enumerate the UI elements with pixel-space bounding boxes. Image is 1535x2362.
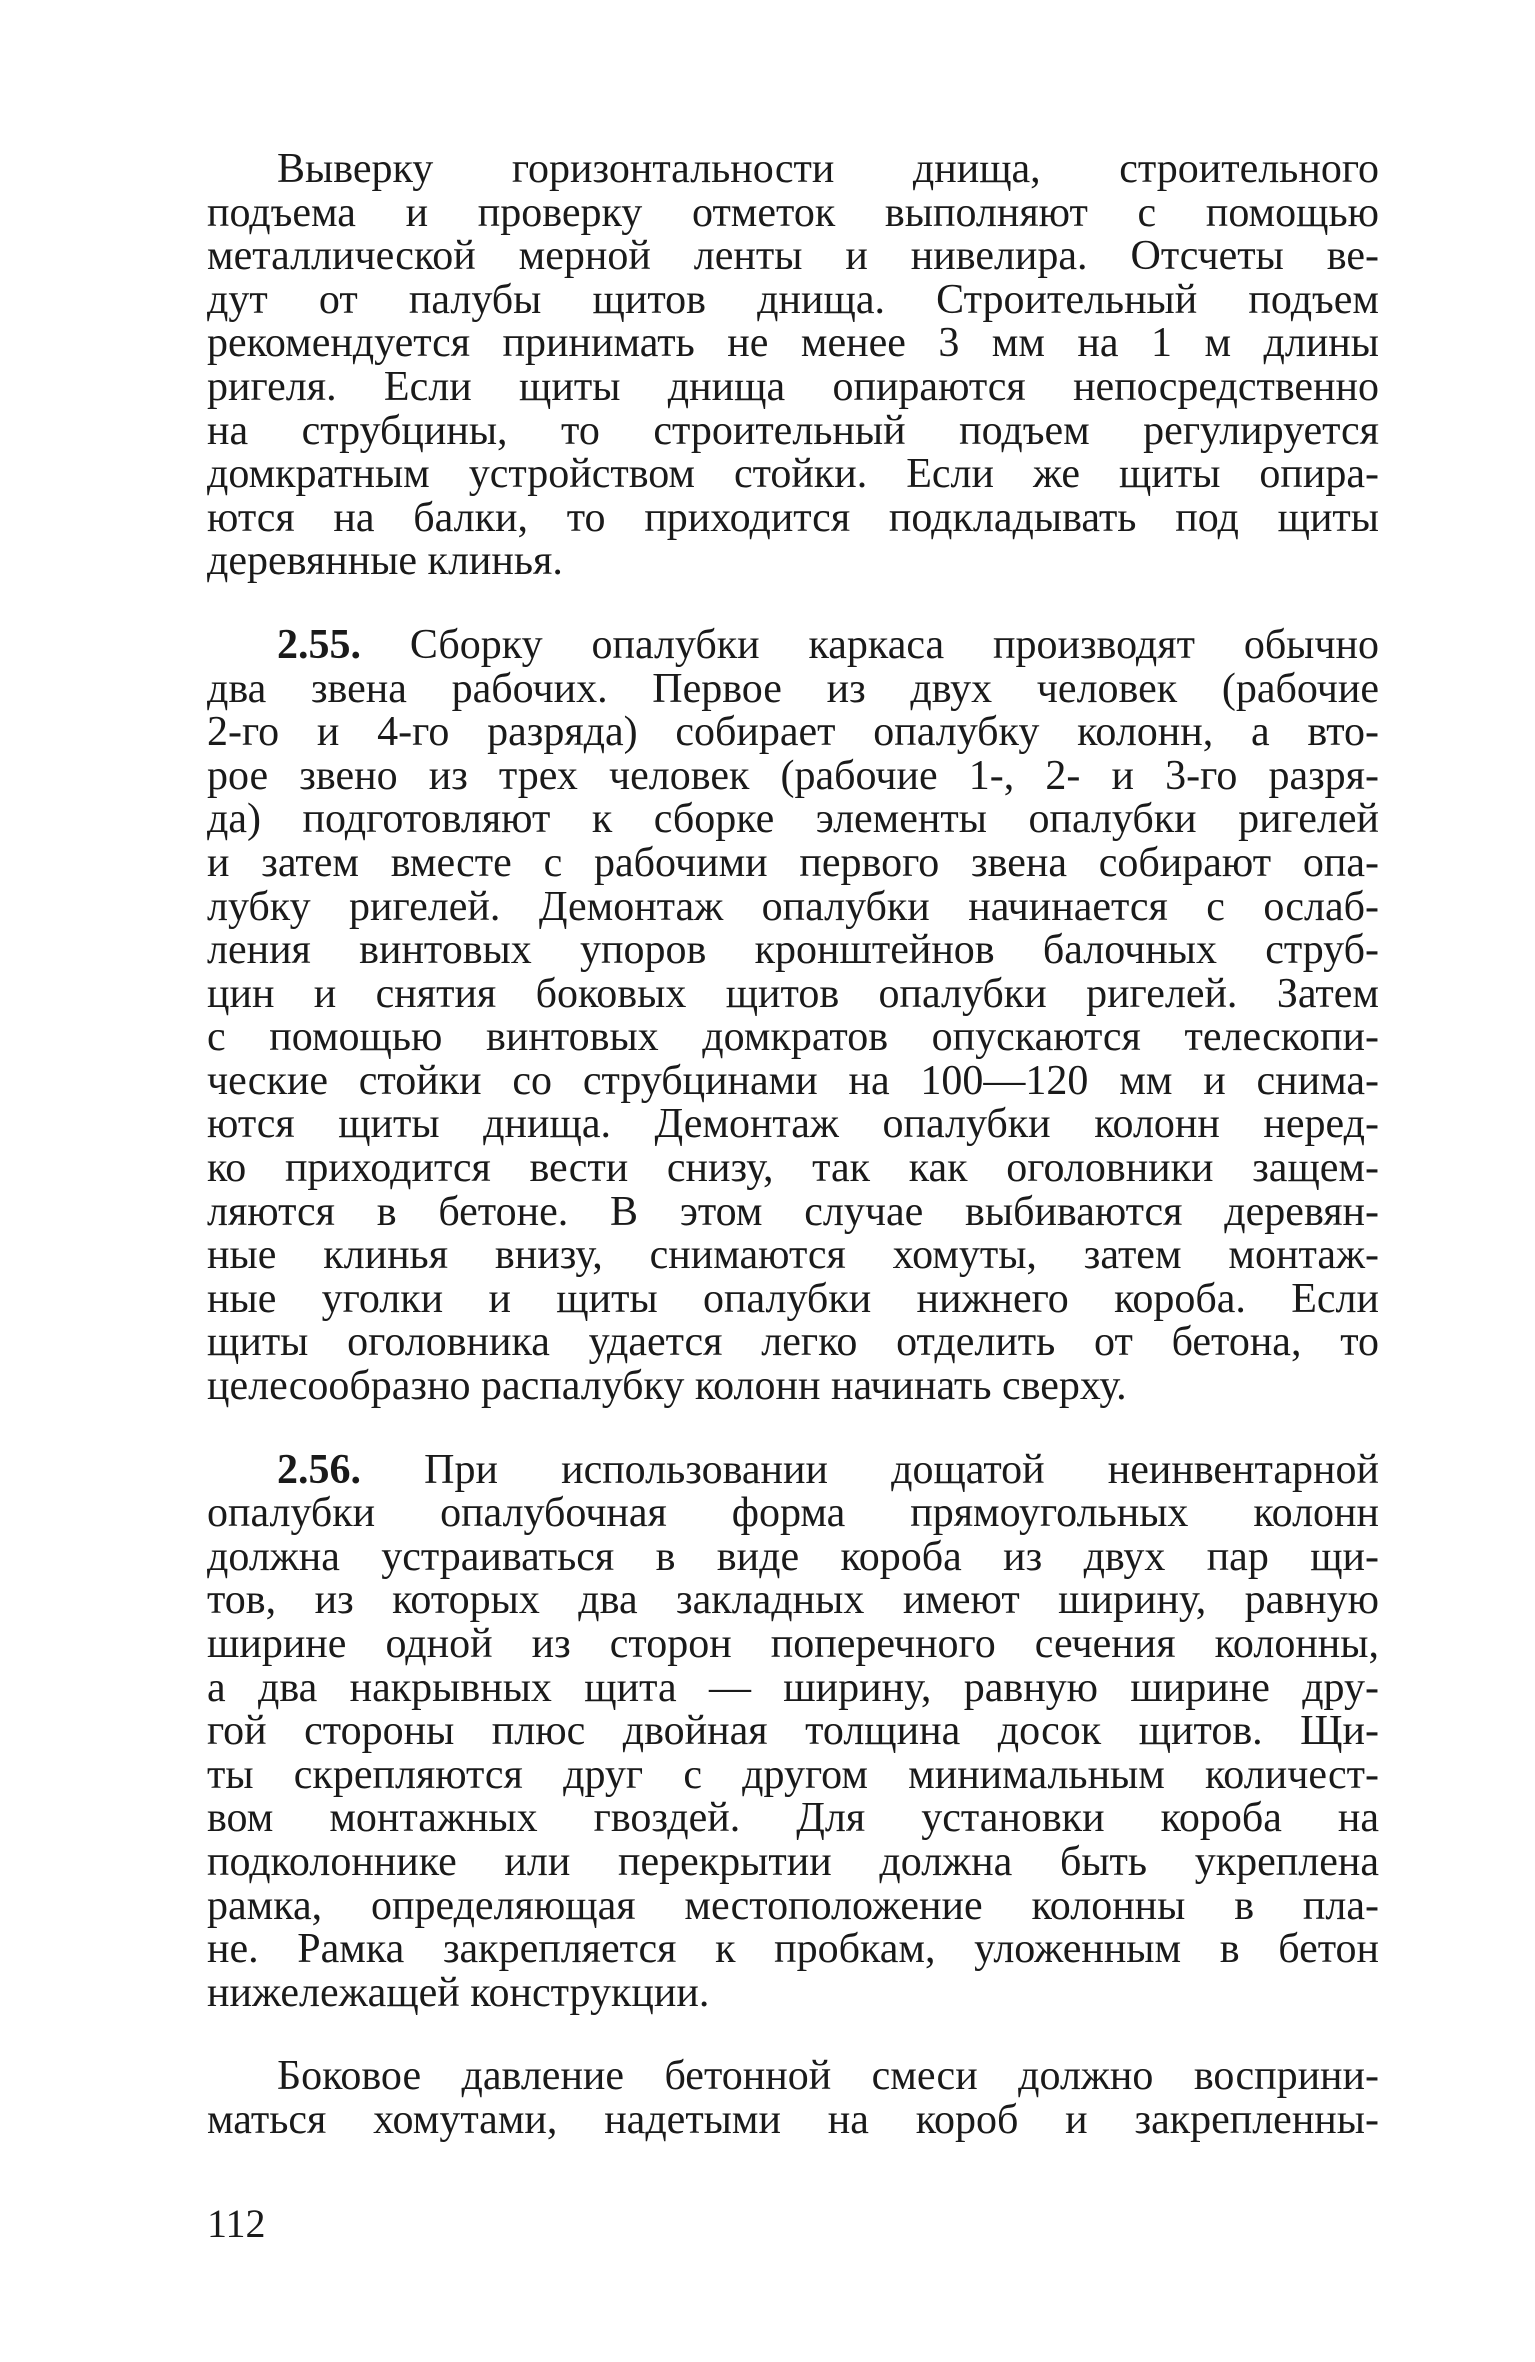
text-line: должна устраиваться в виде короба из двух пар щи- <box>207 1535 1379 1580</box>
text-line: подколоннике или перекрытии должна быть укреплена <box>207 1840 1379 1885</box>
paragraph-gap <box>207 1409 1379 1449</box>
text-line: деревянные клинья. <box>207 540 563 584</box>
text-line: ригеля. Если щиты днища опираются непосредственно <box>207 365 1379 410</box>
paragraph-section-2-56 <box>207 1449 1379 2016</box>
text-line: ются на балки, то приходится подкладывать под щиты <box>207 496 1379 541</box>
paragraph-section-2-55 <box>207 624 1379 1409</box>
text-line: ты скрепляются друг с другом минимальным количест- <box>207 1753 1379 1798</box>
text-line: ления винтовых упоров кронштейнов балочных струб- <box>207 929 1379 973</box>
text-line: ко приходится вести снизу, так как оголовники защем- <box>207 1147 1379 1191</box>
section-number: 2.55. <box>277 623 361 668</box>
text-line: рекомендуется принимать не менее 3 мм на 1 м длины <box>207 322 1379 366</box>
text-line: целесообразно распалубку колонн начинать сверху. <box>207 1365 1127 1409</box>
page-number: 112 <box>207 2201 266 2246</box>
text-line: щиты оголовника удается легко отделить от бетона, то <box>207 1321 1379 1366</box>
text-line: два звена рабочих. Первое из двух человек (рабочие <box>207 667 1379 712</box>
text-line: подъема и проверку отметок выполняют с помощью <box>207 191 1379 236</box>
text-line: дут от палубы щитов днища. Строительный подъем <box>207 278 1379 323</box>
text-line-rest: При использовании дощатой неинвентарной <box>424 1448 1379 1493</box>
text-line: домкратным устройством стойки. Если же щиты опира- <box>207 453 1379 497</box>
text-line: с помощью винтовых домкратов опускаются телескопи- <box>207 1016 1379 1060</box>
text-line: ширине одной из сторон поперечного сечения колонны, <box>207 1623 1379 1667</box>
text-line: нижележащей конструкции. <box>207 1971 710 2016</box>
text-line: а два накрывных щита — ширину, равную ширине дру- <box>207 1666 1379 1711</box>
text-line-rest: Сборку опалубки каркаса производят обычно <box>409 623 1379 668</box>
text-line: гой стороны плюс двойная толщина досок щитов. Щи- <box>207 1710 1379 1754</box>
paragraph-gap <box>207 584 1379 624</box>
text-line: ляются в бетоне. В этом случае выбиваются деревян- <box>207 1190 1379 1235</box>
section-number: 2.56. <box>277 1448 361 1493</box>
text-line: металлической мерной ленты и нивелира. Отсчеты ве- <box>207 235 1379 279</box>
text-line: на струбцины, то строительный подъем регулируется <box>207 409 1379 454</box>
text-line: и затем вместе с рабочими первого звена собирают опа- <box>207 841 1379 886</box>
text-line: да) подготовляют к сборке элементы опалубки ригелей <box>207 798 1379 842</box>
paragraph-gap <box>207 2015 1379 2055</box>
text-line: лубку ригелей. Демонтаж опалубки начинается с ослаб- <box>207 885 1379 930</box>
text-line: Выверку горизонтальности днища, строительного <box>277 148 1379 192</box>
paragraph-lateral-pressure <box>207 2055 1379 2142</box>
paragraph-leveling <box>207 148 1379 584</box>
text-line: не. Рамка закрепляется к пробкам, уложенным в бетон <box>207 1928 1379 1972</box>
text-line: вом монтажных гвоздей. Для установки короба на <box>207 1797 1379 1841</box>
text-line: опалубки опалубочная форма прямоугольных колонн <box>207 1492 1379 1536</box>
text-line: маться хомутами, надетыми на короб и закрепленны- <box>207 2098 1379 2143</box>
text-line: ческие стойки со струбцинами на 100—120 мм и снима- <box>207 1059 1379 1104</box>
page-body <box>207 148 1379 2143</box>
text-line: цин и снятия боковых щитов опалубки ригелей. Затем <box>207 972 1379 1017</box>
text-line-with-section-number <box>207 1449 1379 1493</box>
text-line: 2-го и 4-го разряда) собирает опалубку колонн, а вто- <box>207 711 1379 755</box>
text-line: ются щиты днища. Демонтаж опалубки колонн неред- <box>207 1103 1379 1148</box>
text-line-with-section-number <box>207 624 1379 668</box>
text-line: рое звено из трех человек (рабочие 1-, 2- и 3-го разря- <box>207 754 1379 799</box>
text-line: тов, из которых два закладных имеют ширину, равную <box>207 1579 1379 1623</box>
text-line: ные уголки и щиты опалубки нижнего короба. Если <box>207 1277 1379 1322</box>
text-line: Боковое давление бетонной смеси должно восприни- <box>277 2055 1379 2099</box>
text-line: ные клинья внизу, снимаются хомуты, затем монтаж- <box>207 1234 1379 1278</box>
text-line: рамка, определяющая местоположение колонны в пла- <box>207 1884 1379 1929</box>
